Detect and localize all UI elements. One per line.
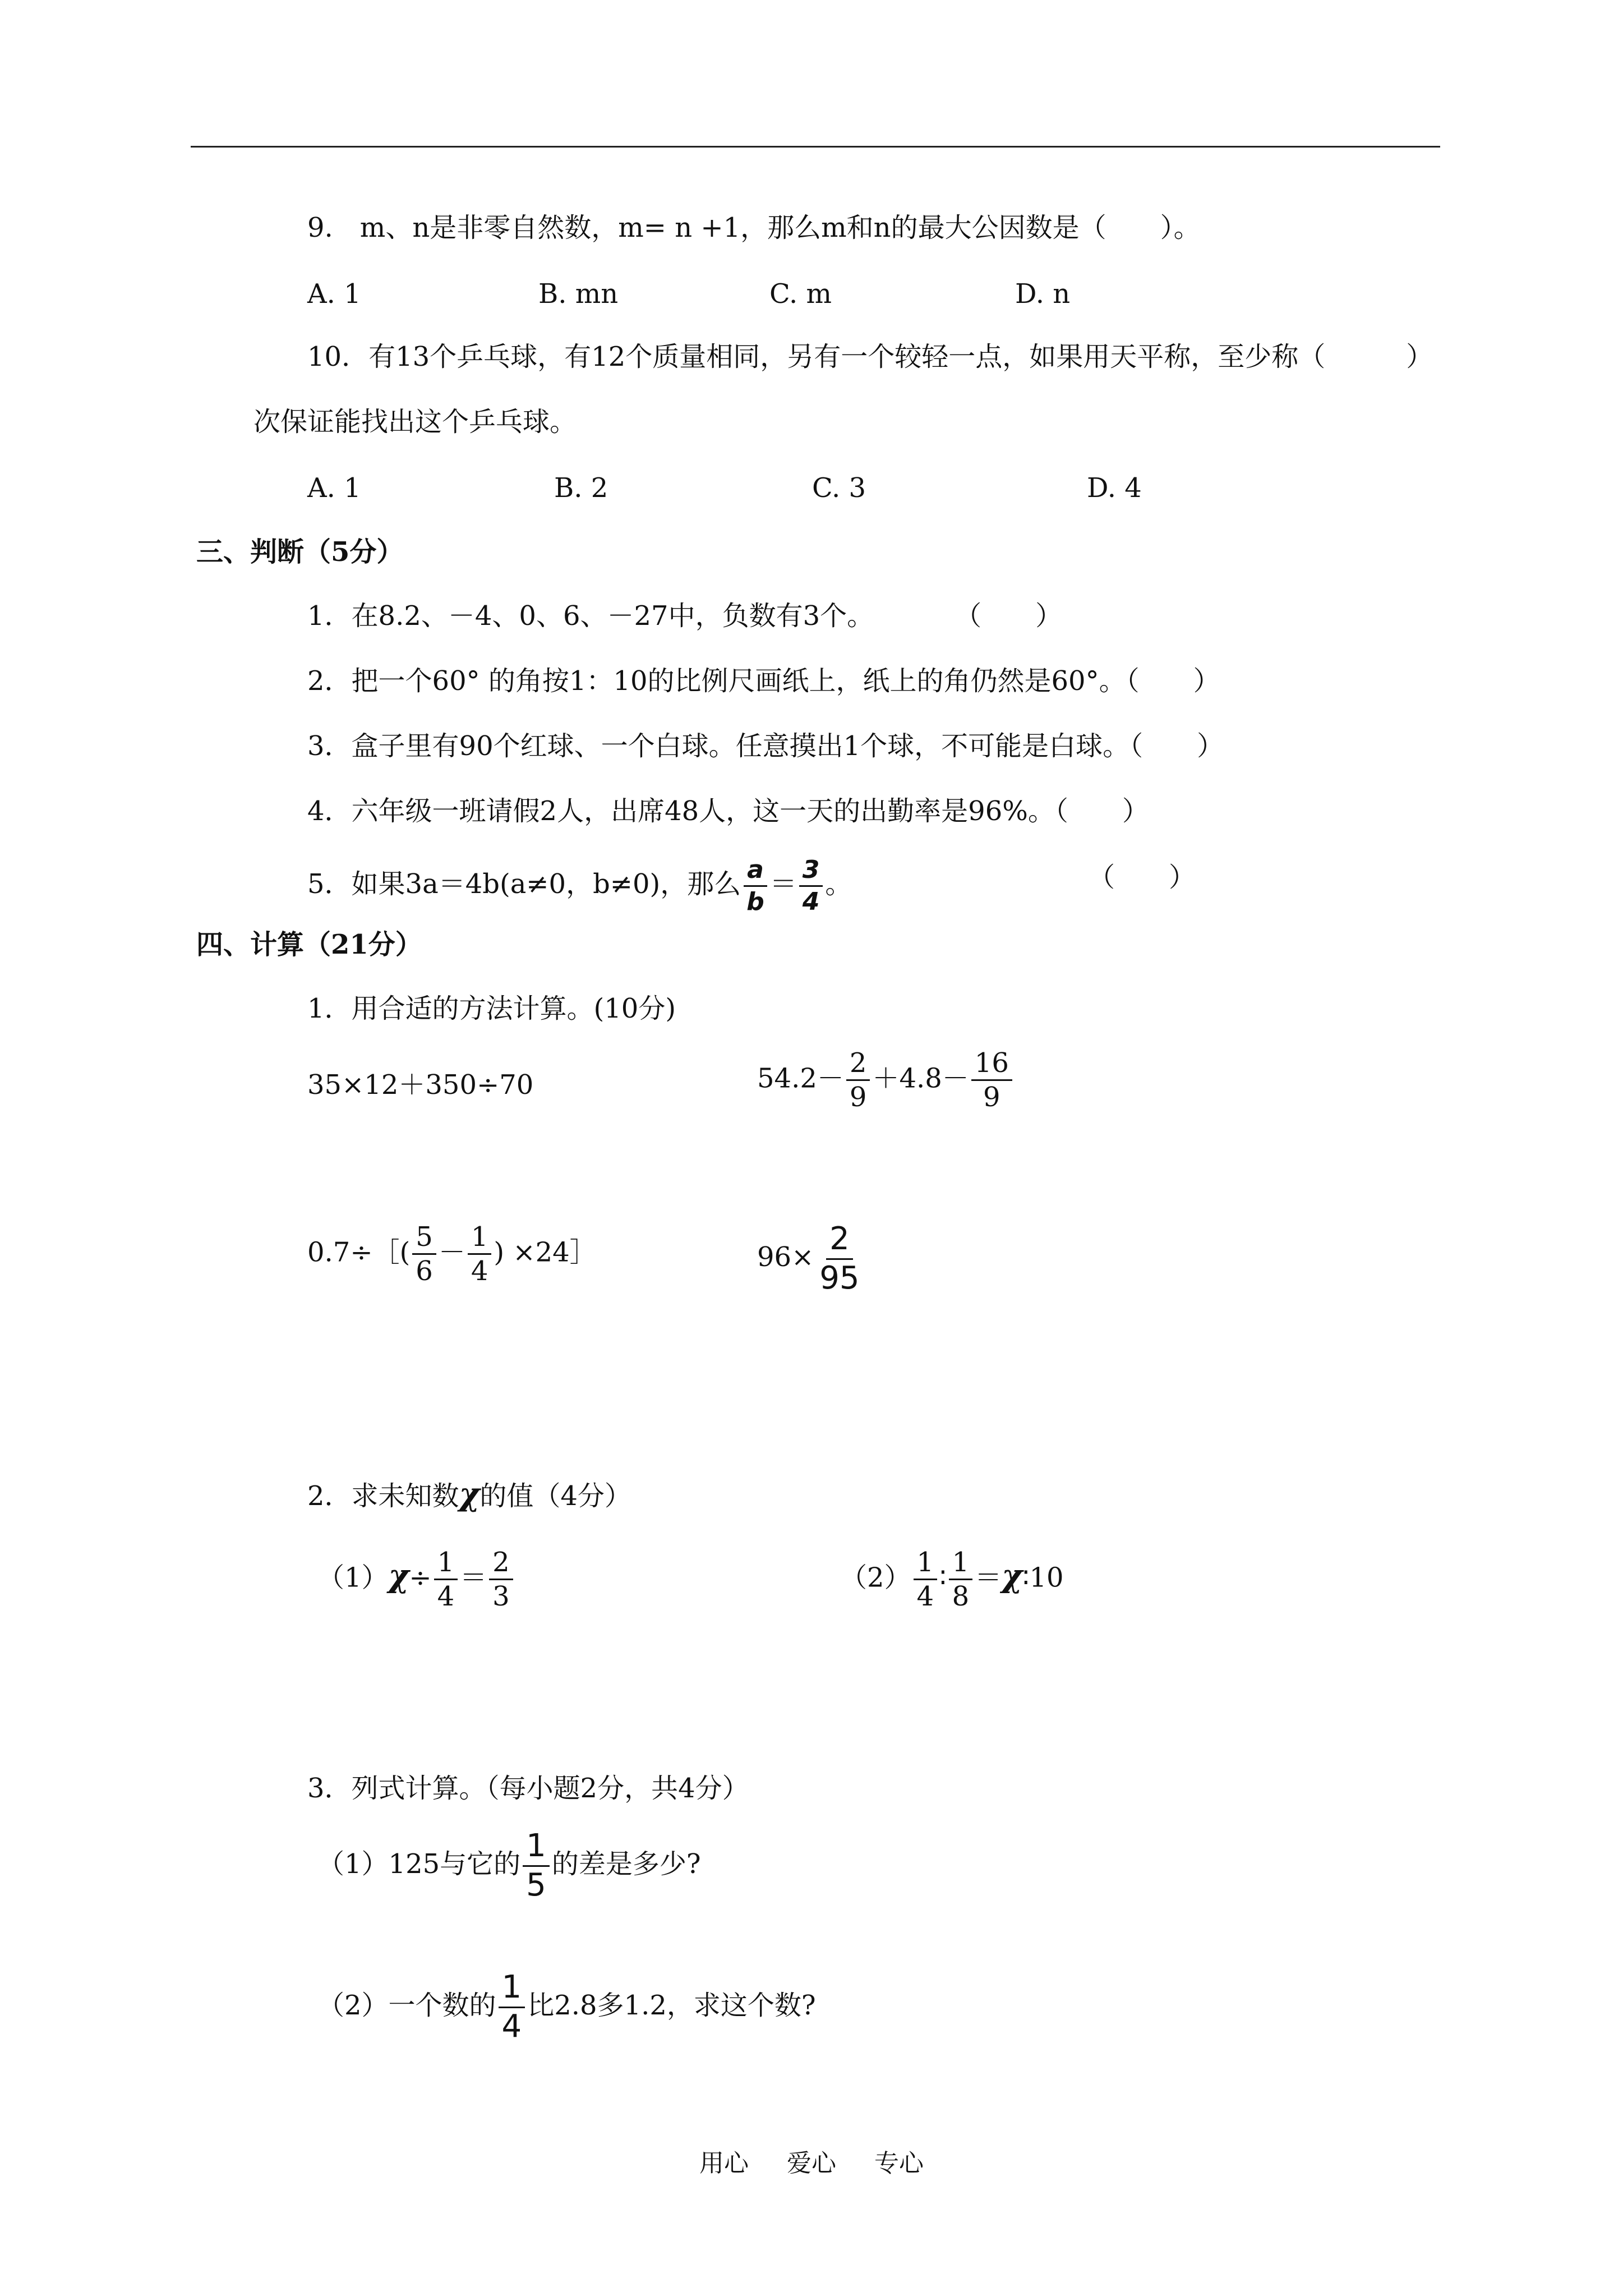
judge-item-2: 2．把一个60° 的角按1：10的比例尺画纸上，纸上的角仍然是60°。（ ） <box>307 665 1220 697</box>
q10-option-b: B. 2 <box>554 472 608 504</box>
equation-1: （1）χ÷ $\frac{1}{4}$ ＝ $\frac{2}{3}$ <box>317 1548 515 1611</box>
q9-option-c: C. m <box>769 278 832 310</box>
fraction-1-over-4: $\frac{1}{4}$ <box>434 1548 458 1611</box>
fraction-5-over-6: $\frac{5}{6}$ <box>412 1223 436 1286</box>
judge-item-5: 5．如果3a＝4b(a≠0，b≠0)，那么 $\frac{a}{b}$ ＝ $\frac{3}{4}$ 。 <box>307 855 852 917</box>
q9-option-b: B. mn <box>538 278 619 310</box>
fraction-1-over-4: $\frac{1}{4}$ <box>499 1971 525 2044</box>
calc-expr-2: 54.2－ $\frac{2}{9}$ ＋4.8－ $\frac{16}{9}$ <box>757 1049 1015 1112</box>
q10-stem-line1: 10．有13个乒乓球，有12个质量相同，另有一个较轻一点，如果用天平称，至少称（ ） <box>307 341 1433 372</box>
q10-option-c: C. 3 <box>812 472 866 504</box>
fraction-a-over-b: $\frac{a}{b}$ <box>743 857 768 915</box>
judge-item-4: 4．六年级一班请假2人，出席48人，这一天的出勤率是96%。（ ） <box>307 795 1149 827</box>
fraction-1-over-4: $\frac{1}{4}$ <box>468 1223 492 1286</box>
page-footer <box>0 2143 1623 2179</box>
fraction-2-over-9: $\frac{2}{9}$ <box>846 1049 870 1112</box>
section4-heading: 四、计算（21分） <box>196 929 422 960</box>
judge-item-3: 3．盒子里有90个红球、一个白球。任意摸出1个球，不可能是白球。（ ） <box>307 730 1224 762</box>
calc-expr-4: 96× $\frac{2}{95}$ <box>757 1223 865 1295</box>
calc-expr-3: 0.7÷［( $\frac{5}{6}$ － $\frac{1}{4}$ ) ×24］ <box>307 1221 597 1287</box>
fraction-2-over-95: $\frac{2}{95}$ <box>819 1221 860 1296</box>
word-problem-1: （1）125与它的 $\frac{1}{5}$ 的差是多少? <box>317 1828 701 1903</box>
equation-2: （2） $\frac{1}{4}$ ∶ $\frac{1}{8}$ ＝χ∶10 <box>840 1547 1064 1613</box>
fraction-1-over-8: $\frac{1}{8}$ <box>949 1548 973 1611</box>
calc-part3-title: 3．列式计算。（每小题2分，共4分） <box>307 1773 749 1804</box>
footer-word-1: 用心 <box>699 2149 749 2178</box>
fraction-16-over-9: $\frac{16}{9}$ <box>971 1049 1012 1112</box>
fraction-1-over-4: $\frac{1}{4}$ <box>914 1548 938 1611</box>
section3-heading: 三、判断（5分） <box>196 536 404 568</box>
judge-item-1: 1．在8.2、－4、0、6、－27中，负数有3个。 （ ） <box>307 600 1063 632</box>
header-rule <box>191 146 1440 148</box>
chi-variable: χ <box>459 1476 480 1513</box>
footer-word-3: 专心 <box>874 2149 924 2178</box>
q9-option-a: A. 1 <box>307 278 361 310</box>
judge-item-5-prefix: 5．如果3a＝4b(a≠0，b≠0)，那么 <box>307 868 741 900</box>
q10-stem-line2: 次保证能找出这个乒乓球。 <box>253 406 577 438</box>
q10-option-d: D. 4 <box>1087 472 1142 504</box>
calc-expr-1: 35×12＋350÷70 <box>307 1069 534 1101</box>
q9-stem: 9. m、n是非零自然数，m= n +1，那么m和n的最大公因数是（ ）。 <box>307 212 1201 243</box>
fraction-2-over-3: $\frac{2}{3}$ <box>489 1548 513 1611</box>
fraction-1-over-5: $\frac{1}{5}$ <box>523 1830 550 1902</box>
word-problem-2: （2）一个数的 $\frac{1}{4}$ 比2.8多1.2，求这个数? <box>317 1969 816 2045</box>
calc-part2-title: 2．求未知数χ的值（4分） <box>307 1476 631 1513</box>
q9-option-d: D. n <box>1015 278 1071 310</box>
calc-part1-title: 1．用合适的方法计算。(10分) <box>307 993 676 1024</box>
judge-item-5-paren: （ ） <box>1088 862 1196 893</box>
footer-word-2: 爱心 <box>787 2149 836 2178</box>
fraction-3-over-4: $\frac{3}{4}$ <box>799 857 823 915</box>
q10-option-a: A. 1 <box>307 472 361 504</box>
